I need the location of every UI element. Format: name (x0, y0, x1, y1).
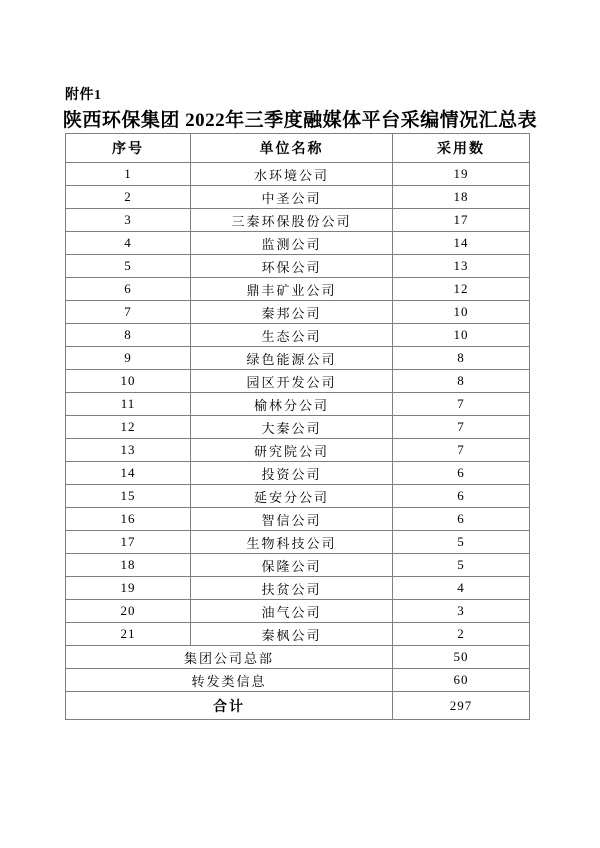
summary-row-count: 60 (393, 669, 530, 692)
row-serial-number: 16 (66, 508, 191, 531)
table-row (66, 370, 530, 393)
table-row (66, 508, 530, 531)
table-row (66, 439, 530, 462)
row-serial-number: 9 (66, 347, 191, 370)
table-row (66, 347, 530, 370)
row-unit-name: 鼎丰矿业公司 (191, 278, 393, 301)
table-row (66, 255, 530, 278)
row-adoption-count: 12 (393, 278, 530, 301)
row-adoption-count: 6 (393, 462, 530, 485)
header-adoption-count: 采用数 (393, 134, 530, 163)
row-unit-name: 油气公司 (191, 600, 393, 623)
row-adoption-count: 3 (393, 600, 530, 623)
row-adoption-count: 7 (393, 393, 530, 416)
row-adoption-count: 13 (393, 255, 530, 278)
row-adoption-count: 10 (393, 301, 530, 324)
row-unit-name: 保隆公司 (191, 554, 393, 577)
row-serial-number: 8 (66, 324, 191, 347)
row-serial-number: 15 (66, 485, 191, 508)
row-serial-number: 18 (66, 554, 191, 577)
row-unit-name: 智信公司 (191, 508, 393, 531)
row-unit-name: 大秦公司 (191, 416, 393, 439)
table-row (66, 301, 530, 324)
row-serial-number: 14 (66, 462, 191, 485)
row-unit-name: 研究院公司 (191, 439, 393, 462)
row-adoption-count: 2 (393, 623, 530, 646)
row-adoption-count: 18 (393, 186, 530, 209)
header-unit-name: 单位名称 (191, 134, 393, 163)
table-row (66, 531, 530, 554)
row-unit-name: 延安分公司 (191, 485, 393, 508)
total-row (66, 692, 530, 720)
row-unit-name: 绿色能源公司 (191, 347, 393, 370)
row-unit-name: 投资公司 (191, 462, 393, 485)
table-row (66, 186, 530, 209)
row-unit-name: 监测公司 (191, 232, 393, 255)
row-serial-number: 12 (66, 416, 191, 439)
row-serial-number: 3 (66, 209, 191, 232)
table-row (66, 416, 530, 439)
row-unit-name: 生态公司 (191, 324, 393, 347)
row-serial-number: 17 (66, 531, 191, 554)
row-adoption-count: 19 (393, 163, 530, 186)
row-serial-number: 2 (66, 186, 191, 209)
row-adoption-count: 6 (393, 485, 530, 508)
row-adoption-count: 8 (393, 370, 530, 393)
row-adoption-count: 7 (393, 439, 530, 462)
row-serial-number: 21 (66, 623, 191, 646)
row-serial-number: 11 (66, 393, 191, 416)
table-row (66, 393, 530, 416)
table-row (66, 623, 530, 646)
attachment-label: 附件1 (65, 88, 102, 103)
row-adoption-count: 8 (393, 347, 530, 370)
row-serial-number: 7 (66, 301, 191, 324)
table-row (66, 324, 530, 347)
table-row (66, 600, 530, 623)
row-unit-name: 环保公司 (191, 255, 393, 278)
row-unit-name: 园区开发公司 (191, 370, 393, 393)
total-row-count: 297 (393, 692, 530, 720)
table-body (66, 163, 530, 720)
row-serial-number: 20 (66, 600, 191, 623)
row-adoption-count: 6 (393, 508, 530, 531)
row-unit-name: 三秦环保股份公司 (191, 209, 393, 232)
table-row (66, 485, 530, 508)
row-adoption-count: 5 (393, 531, 530, 554)
summary-row-count: 50 (393, 646, 530, 669)
summary-row-label: 集团公司总部 (66, 646, 393, 669)
row-adoption-count: 17 (393, 209, 530, 232)
table-row (66, 554, 530, 577)
row-unit-name: 扶贫公司 (191, 577, 393, 600)
table-row (66, 209, 530, 232)
row-serial-number: 5 (66, 255, 191, 278)
row-unit-name: 水环境公司 (191, 163, 393, 186)
row-unit-name: 秦邦公司 (191, 301, 393, 324)
row-serial-number: 1 (66, 163, 191, 186)
table-row (66, 462, 530, 485)
row-unit-name: 中圣公司 (191, 186, 393, 209)
summary-row (66, 669, 530, 692)
row-serial-number: 10 (66, 370, 191, 393)
row-adoption-count: 4 (393, 577, 530, 600)
row-serial-number: 13 (66, 439, 191, 462)
header-serial-number: 序号 (66, 134, 191, 163)
row-adoption-count: 10 (393, 324, 530, 347)
row-serial-number: 19 (66, 577, 191, 600)
table-header-row (66, 134, 530, 163)
table-row (66, 232, 530, 255)
summary-row-label: 转发类信息 (66, 669, 393, 692)
summary-row (66, 646, 530, 669)
row-unit-name: 生物科技公司 (191, 531, 393, 554)
table-row (66, 163, 530, 186)
row-unit-name: 榆林分公司 (191, 393, 393, 416)
row-serial-number: 6 (66, 278, 191, 301)
row-serial-number: 4 (66, 232, 191, 255)
page-title: 陕西环保集团 2022年三季度融媒体平台采编情况汇总表 (62, 110, 538, 131)
row-adoption-count: 7 (393, 416, 530, 439)
row-adoption-count: 14 (393, 232, 530, 255)
row-unit-name: 秦枫公司 (191, 623, 393, 646)
table-row (66, 278, 530, 301)
table-row (66, 577, 530, 600)
media-adoption-table (65, 133, 530, 720)
total-row-label: 合计 (66, 692, 393, 720)
row-adoption-count: 5 (393, 554, 530, 577)
